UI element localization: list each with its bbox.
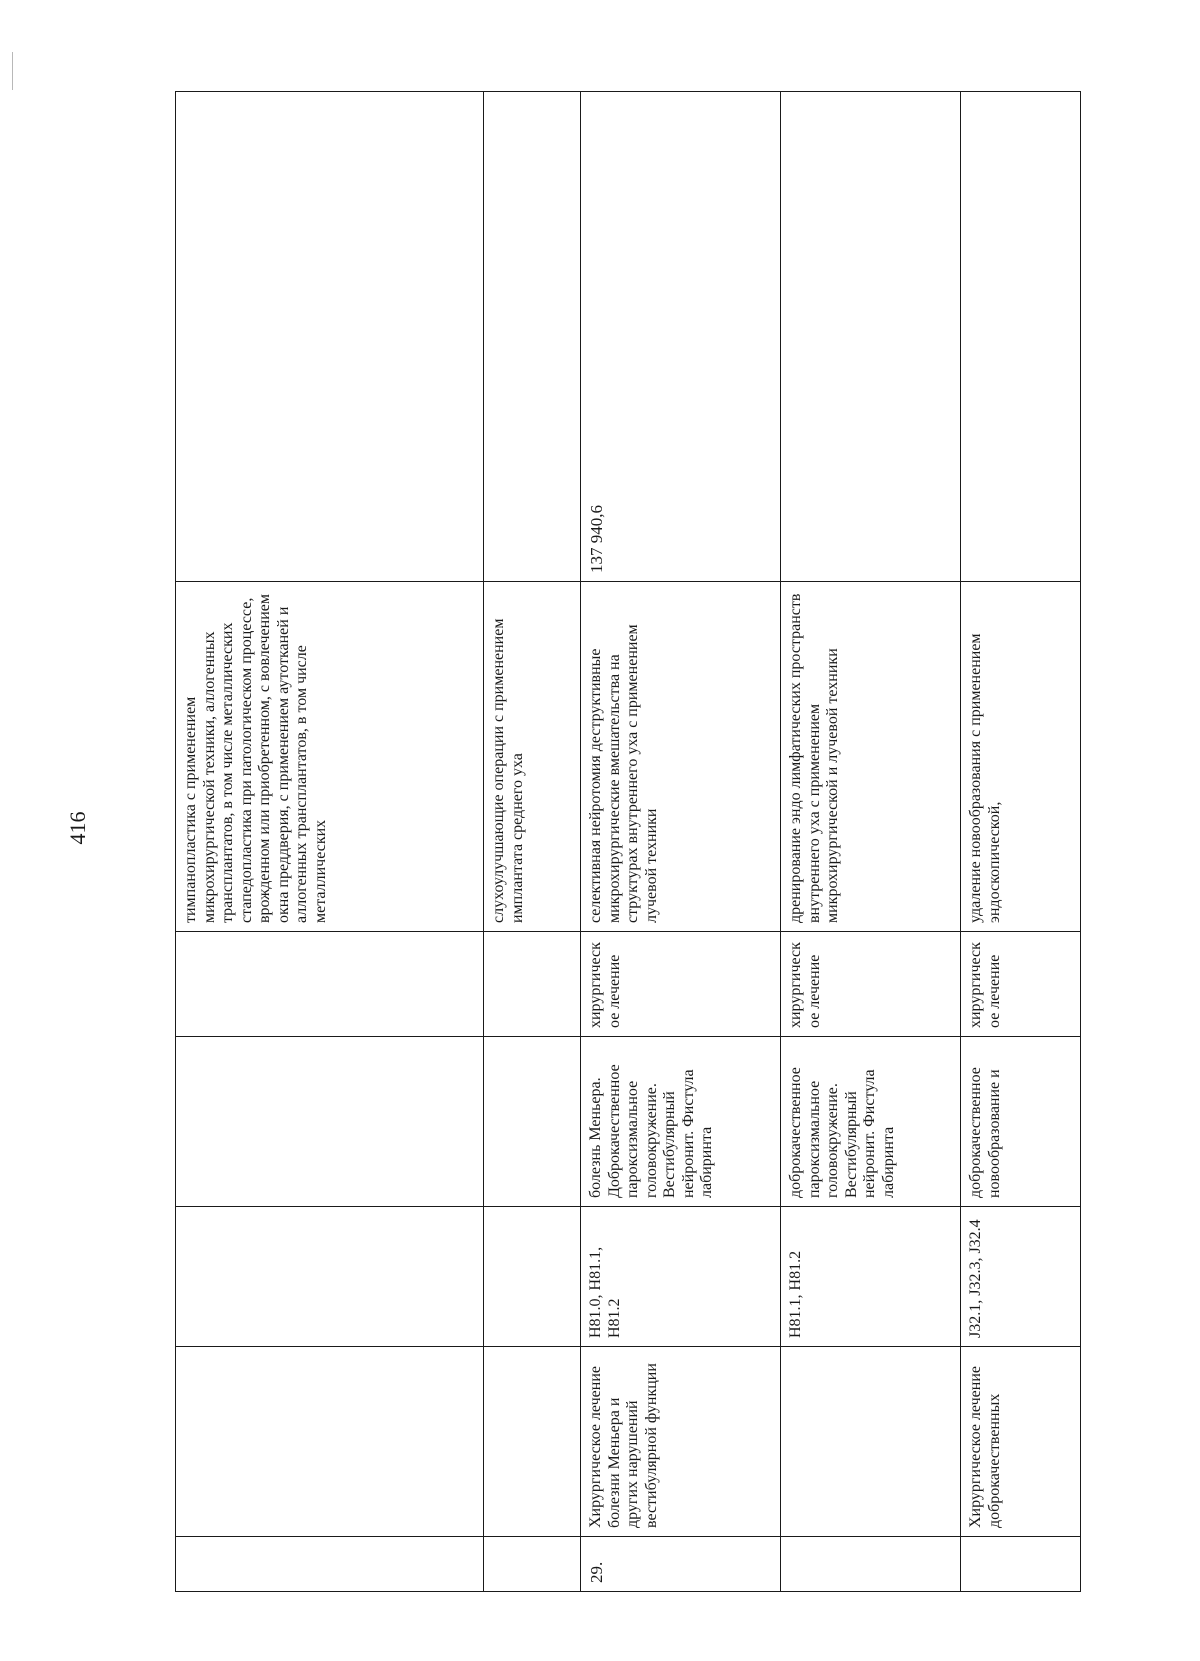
table-row bbox=[781, 92, 961, 1592]
cell-method: дренирование эндо лимфатических пространств внутреннего уха с применением микрохирургической и лучевой техники bbox=[781, 582, 961, 932]
cell-name bbox=[176, 1347, 484, 1537]
cell-method: селективная нейротомия деструктивные микрохирургические вмешательства на структурах внутреннего уха с применением лучевой техники bbox=[581, 582, 781, 932]
cell-price bbox=[781, 92, 961, 582]
cell-treatment bbox=[176, 932, 484, 1037]
cell-method: слухоулучшающие операции с применением имплантата среднего уха bbox=[484, 582, 581, 932]
margin-mark bbox=[12, 52, 13, 90]
cell-codes: H81.0, H81.1, H81.2 bbox=[581, 1207, 781, 1347]
cell-name: Хирургическое лечение болезни Меньера и других нарушений вестибулярной функции bbox=[581, 1347, 781, 1537]
cell-codes: J32.1, J32.3, J32.4 bbox=[961, 1207, 1081, 1347]
page-number: 416 bbox=[65, 811, 90, 845]
table-rotator bbox=[175, 92, 1080, 1592]
cell-number bbox=[176, 1537, 484, 1592]
cell-model bbox=[176, 1037, 484, 1207]
cell-codes: H81.1, H81.2 bbox=[781, 1207, 961, 1347]
services-table bbox=[175, 91, 1081, 1592]
cell-name bbox=[781, 1347, 961, 1537]
cell-treatment: хирургическое лечение bbox=[961, 932, 1081, 1037]
cell-model bbox=[484, 1037, 581, 1207]
table-row bbox=[961, 92, 1081, 1592]
cell-codes bbox=[176, 1207, 484, 1347]
cell-price bbox=[961, 92, 1081, 582]
cell-method: тимпанопластика с применением микрохирургической техники, аллогенных трансплантатов, в том числе металлических стапедопластика при патологическом процессе, врожденном или приобретенном, с вовлечением окна преддверия, с применением аутотканей и аллогенных трансплантатов, в том числе металлических bbox=[176, 582, 484, 932]
cell-number bbox=[961, 1537, 1081, 1592]
cell-name: Хирургическое лечение доброкачественных bbox=[961, 1347, 1081, 1537]
cell-treatment: хирургическое лечение bbox=[781, 932, 961, 1037]
cell-price bbox=[176, 92, 484, 582]
cell-treatment: хирургическое лечение bbox=[581, 932, 781, 1037]
cell-number bbox=[484, 1537, 581, 1592]
cell-number: 29. bbox=[581, 1537, 781, 1592]
table-row bbox=[484, 92, 581, 1592]
cell-treatment bbox=[484, 932, 581, 1037]
cell-model: доброкачественное пароксизмальное головокружение. Вестибулярный нейронит. Фистула лабиринта bbox=[781, 1037, 961, 1207]
cell-method: удаление новообразования с применением эндоскопической, bbox=[961, 582, 1081, 932]
cell-codes bbox=[484, 1207, 581, 1347]
cell-model: болезнь Меньера. Доброкачественное пароксизмальное головокружение. Вестибулярный нейронит. Фистула лабиринта bbox=[581, 1037, 781, 1207]
cell-price: 137 940,6 bbox=[581, 92, 781, 582]
cell-price bbox=[484, 92, 581, 582]
cell-number bbox=[781, 1537, 961, 1592]
cell-model: доброкачественное новообразование и bbox=[961, 1037, 1081, 1207]
cell-name bbox=[484, 1347, 581, 1537]
table-row bbox=[176, 92, 484, 1592]
table-row bbox=[581, 92, 781, 1592]
